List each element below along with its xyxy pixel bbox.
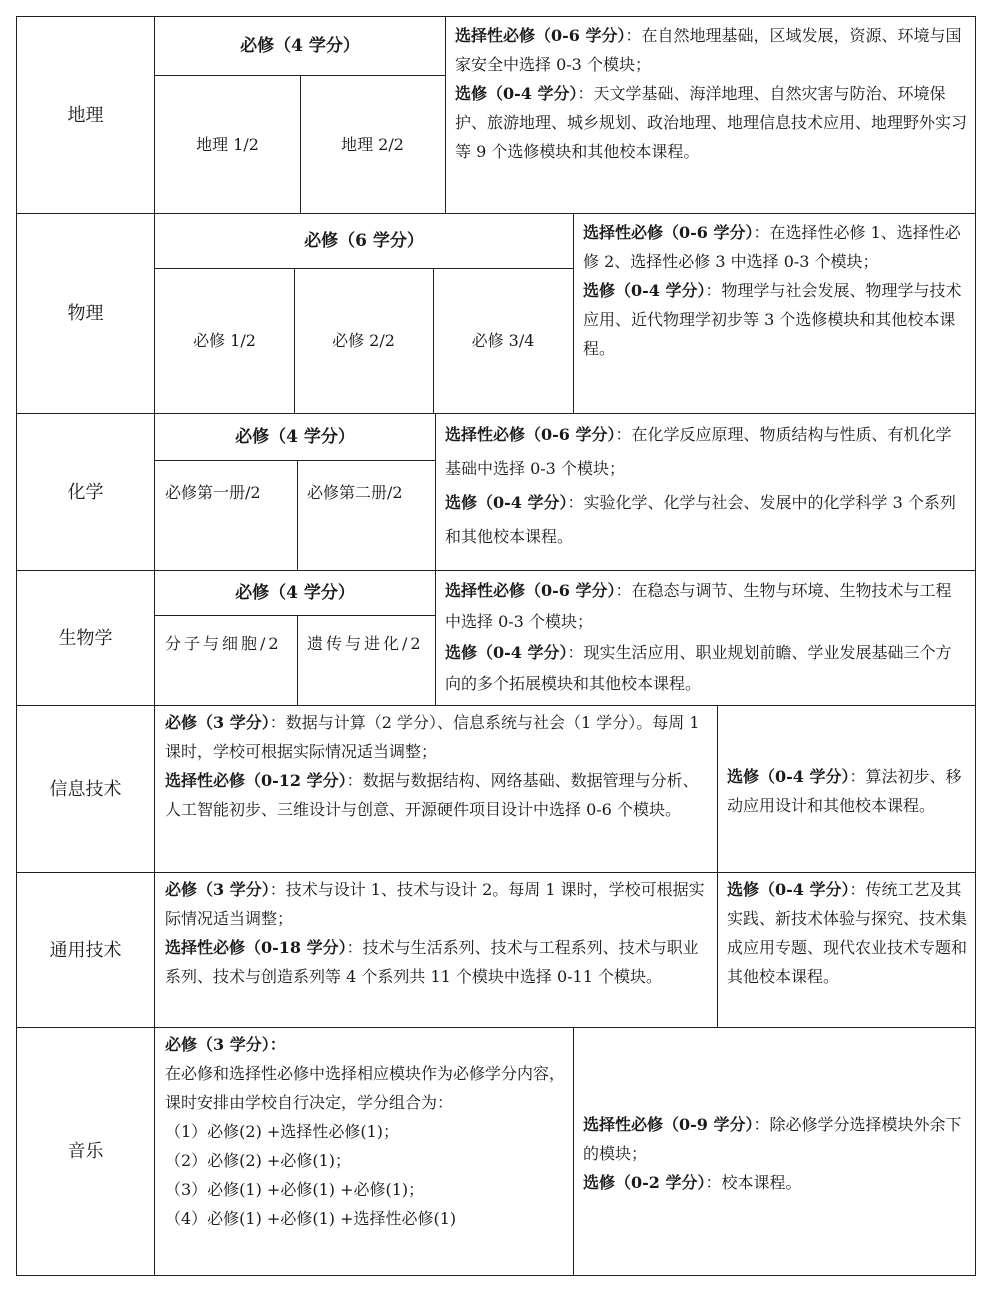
required-header: 必修（4 学分） xyxy=(235,426,355,447)
desc-text: ：在自然地理基础，区域发展，资源、环境与国家安全中选择 0-3 个模块； xyxy=(455,26,962,74)
required-header: 必修（6 学分） xyxy=(304,230,424,251)
desc-label: 选择性必修（0-6 学分） xyxy=(445,425,616,444)
subject-cell: 物理 xyxy=(17,214,155,413)
elective-description xyxy=(573,214,975,413)
required-description xyxy=(155,706,717,872)
desc-text: ：技术与设计 1、技术与设计 2。每周 1 课时，学校可根据实际情况适当调整； xyxy=(165,880,705,928)
desc-text: ：算法初步、移动应用设计和其他校本课程。 xyxy=(727,767,962,815)
desc-label: 选修（0-4 学分） xyxy=(445,493,568,512)
elective-description xyxy=(435,571,975,705)
subject-cell: 地理 xyxy=(17,17,155,213)
desc-label: 选修（0-2 学分） xyxy=(583,1173,706,1192)
row-chemistry xyxy=(16,413,976,570)
module-cell: 必修 2/2 xyxy=(332,331,395,350)
desc-text: ：实验化学、化学与社会、发展中的化学科学 3 个系列和其他校本课程。 xyxy=(445,493,956,546)
row-information-technology xyxy=(16,705,976,872)
desc-label: 必修（3 学分）： xyxy=(165,1035,286,1054)
desc-text: ：技术与生活系列、技术与工程系列、技术与职业系列、技术与创造系列等 4 个系列共 11 个模块中选择 0-11 个模块。 xyxy=(165,938,699,986)
desc-label: 必修（3 学分） xyxy=(165,713,270,732)
row-general-technology xyxy=(16,872,976,1027)
elective-description xyxy=(717,873,975,1027)
subject-cell: 音乐 xyxy=(17,1028,155,1275)
desc-text: ：校本课程。 xyxy=(705,1173,802,1192)
desc-label: 必修（3 学分） xyxy=(165,880,270,899)
desc-text: ：物理学与社会发展、物理学与技术应用、近代物理学初步等 3 个选修模块和其他校本课程。 xyxy=(583,281,962,358)
desc-text: ：除必修学分选择模块外余下的模块； xyxy=(583,1115,962,1163)
row-biology xyxy=(16,570,976,705)
module-cell: 必修 3/4 xyxy=(471,331,535,350)
row-music xyxy=(16,1027,976,1276)
desc-text: ：在选择性必修 1、选择性必修 2、选择性必修 3 中选择 0-3 个模块； xyxy=(583,223,961,271)
desc-text: ：传统工艺及其实践、新技术体验与探究、技术集成应用专题、现代农业技术专题和其他校本课程。 xyxy=(727,880,968,986)
required-description xyxy=(155,873,717,1027)
desc-text: ：现实生活应用、职业规划前瞻、学业发展基础三个方向的多个拓展模块和其他校本课程。 xyxy=(445,643,952,693)
desc-label: 选择性必修（0-6 学分） xyxy=(445,581,616,600)
module-cell: 分子与细胞/2 xyxy=(165,634,282,653)
elective-description xyxy=(445,17,975,213)
desc-label: 选修（0-4 学分） xyxy=(583,281,706,300)
elective-description xyxy=(435,414,975,570)
required-header: 必修（4 学分） xyxy=(235,582,355,603)
module-cell: 必修 1/2 xyxy=(193,331,256,350)
subject-cell: 通用技术 xyxy=(17,873,155,1027)
row-physics xyxy=(16,213,976,413)
desc-label: 选择性必修（0-6 学分） xyxy=(583,223,754,242)
combo-line: （1）必修(2) +选择性必修(1)； xyxy=(165,1122,400,1141)
desc-label: 选修（0-4 学分） xyxy=(727,880,850,899)
desc-label: 选择性必修（0-6 学分） xyxy=(455,26,626,45)
required-description xyxy=(155,1028,573,1275)
required-header: 必修（4 学分） xyxy=(240,35,360,56)
desc-text: 在必修和选择性必修中选择相应模块作为必修学分内容，课时安排由学校自行决定，学分组合为： xyxy=(165,1064,566,1112)
subject-cell: 生物学 xyxy=(17,571,155,705)
subject-cell: 信息技术 xyxy=(17,706,155,872)
desc-label: 选择性必修（0-12 学分） xyxy=(165,771,347,790)
desc-text: ：数据与数据结构、网络基础、数据管理与分析、人工智能初步、三维设计与创意、开源硬件项目设计中选择 0-6 个模块。 xyxy=(165,771,699,819)
desc-label: 选修（0-4 学分） xyxy=(727,767,850,786)
desc-text: ：在稳态与调节、生物与环境、生物技术与工程中选择 0-3 个模块； xyxy=(445,581,952,631)
combo-line: （3）必修(1) +必修(1) +必修(1)； xyxy=(165,1180,425,1199)
row-geography xyxy=(16,16,976,213)
desc-label: 选修（0-4 学分） xyxy=(455,84,578,103)
module-cell: 地理 2/2 xyxy=(341,134,404,154)
module-cell: 必修第一册/2 xyxy=(165,483,261,502)
combo-line: （4）必修(1) +必修(1) +选择性必修(1) xyxy=(165,1209,457,1228)
combo-line: （2）必修(2) +必修(1)； xyxy=(165,1151,352,1170)
desc-text: ：数据与计算（2 学分）、信息系统与社会（1 学分）。每周 1 课时，学校可根据实际情况适当调整； xyxy=(165,713,700,761)
desc-label: 选择性必修（0-18 学分） xyxy=(165,938,347,957)
module-cell: 遗传与进化/2 xyxy=(307,634,424,653)
desc-text: ：天文学基础、海洋地理、自然灾害与防治、环境保护、旅游地理、城乡规划、政治地理、地理信息技术应用、地理野外实习等 9 个选修模块和其他校本课程。 xyxy=(455,84,968,161)
subject-cell: 化学 xyxy=(17,414,155,570)
elective-description xyxy=(717,706,975,872)
module-cell: 地理 1/2 xyxy=(196,134,259,154)
elective-description xyxy=(573,1028,975,1275)
module-cell: 必修第二册/2 xyxy=(307,483,403,502)
desc-label: 选择性必修（0-9 学分） xyxy=(583,1115,754,1134)
desc-text: ：在化学反应原理、物质结构与性质、有机化学基础中选择 0-3 个模块； xyxy=(445,425,952,478)
desc-label: 选修（0-4 学分） xyxy=(445,643,568,662)
